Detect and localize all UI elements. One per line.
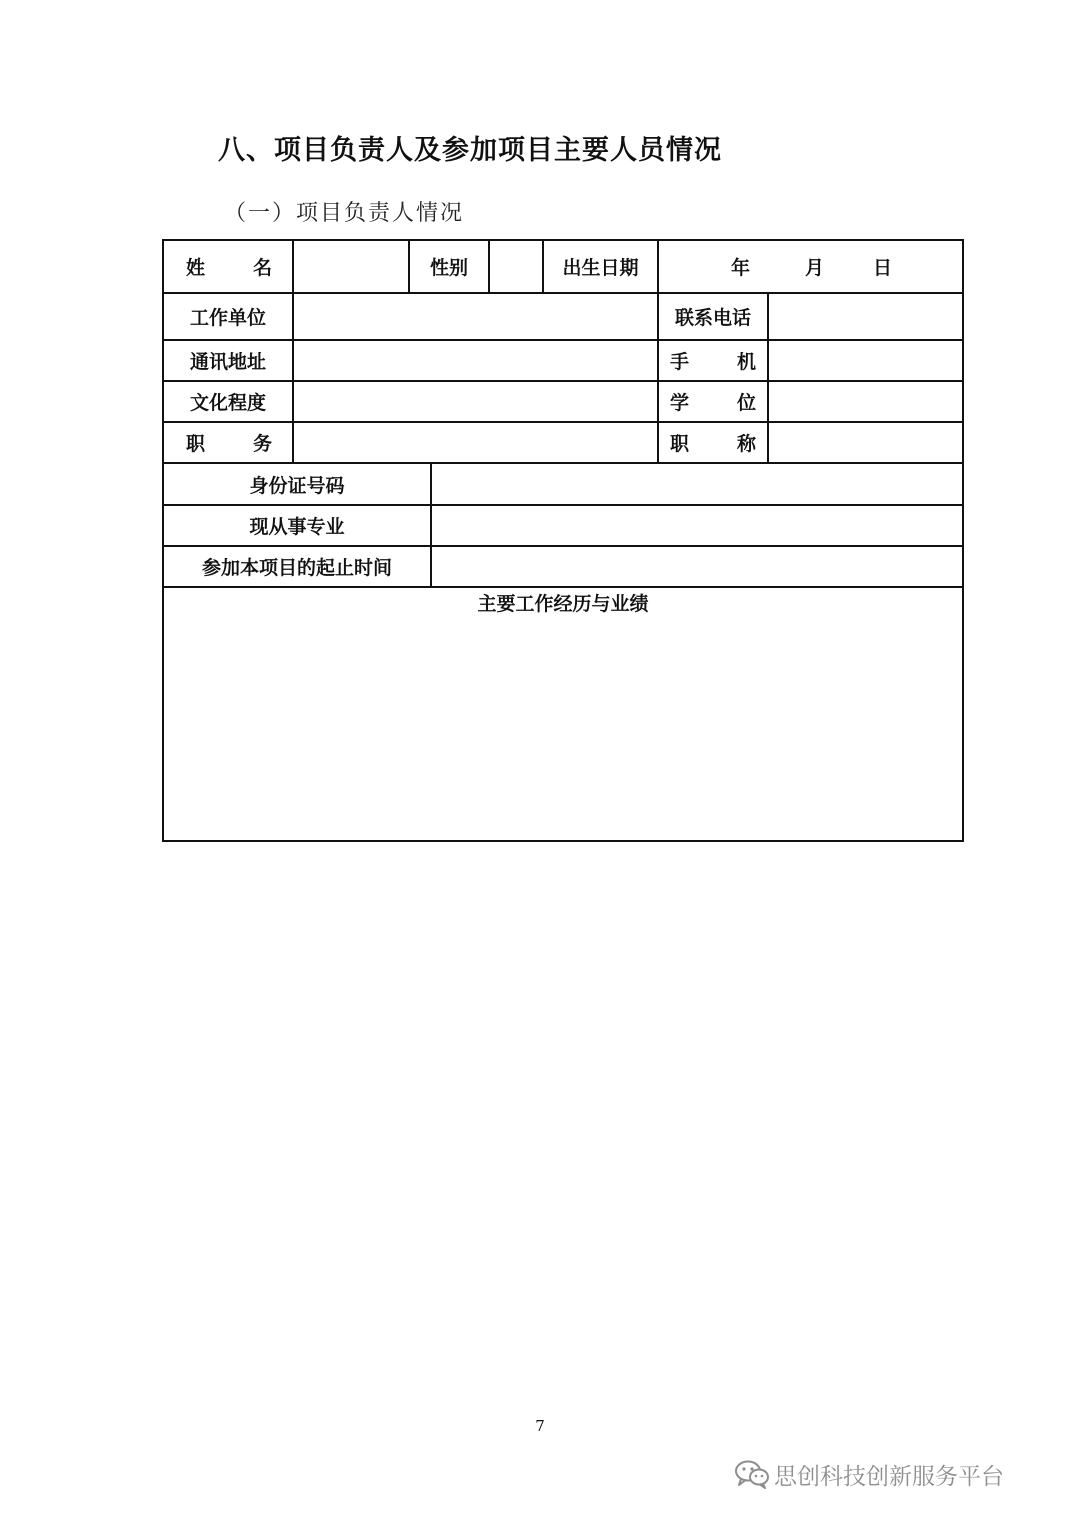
project-period-label: 参加本项目的起止时间	[201, 557, 392, 579]
watermark	[734, 1457, 1004, 1491]
watermark-text: 思创科技创新服务平台	[774, 1463, 1004, 1490]
id-number-label: 身份证号码	[249, 474, 345, 497]
page-number: 7	[535, 1417, 545, 1435]
education-field[interactable]	[294, 382, 657, 421]
wechat-icon	[734, 1459, 770, 1489]
education-label: 文化程度	[189, 392, 266, 414]
gender-field[interactable]	[490, 241, 542, 292]
experience-field[interactable]	[164, 618, 962, 840]
birth-date-label: 出生日期	[562, 257, 639, 279]
name-field[interactable]	[294, 241, 408, 292]
name-label: 姓 名	[186, 257, 272, 279]
address-field[interactable]	[294, 341, 657, 380]
id-number-field[interactable]	[432, 464, 962, 504]
position-field[interactable]	[294, 423, 657, 462]
phone-label: 联系电话	[674, 307, 751, 329]
year-label: 年	[731, 257, 751, 279]
specialty-field[interactable]	[432, 506, 962, 545]
month-label: 月	[805, 257, 825, 279]
phone-field[interactable]	[769, 294, 962, 339]
gender-label: 性别	[429, 257, 468, 279]
birth-date-field[interactable]	[659, 241, 962, 292]
degree-label: 学 位	[670, 392, 756, 414]
employer-field[interactable]	[294, 294, 657, 339]
page-heading: 八、项目负责人及参加项目主要人员情况	[218, 135, 722, 166]
mobile-label: 手 机	[670, 351, 756, 373]
section-subheading: （一）项目负责人情况	[224, 201, 465, 226]
form-border-bottom	[162, 840, 964, 842]
position-label: 职 务	[186, 433, 272, 455]
day-label: 日	[873, 257, 893, 279]
title-label: 职 称	[670, 433, 756, 455]
form-border-right	[962, 239, 964, 842]
title-field[interactable]	[769, 423, 962, 462]
mobile-field[interactable]	[769, 341, 962, 380]
experience-label: 主要工作经历与业绩	[477, 592, 649, 615]
employer-label: 工作单位	[189, 307, 266, 329]
specialty-label: 现从事专业	[249, 516, 345, 538]
project-period-field[interactable]	[432, 547, 962, 586]
degree-field[interactable]	[769, 382, 962, 421]
address-label: 通讯地址	[189, 351, 266, 373]
